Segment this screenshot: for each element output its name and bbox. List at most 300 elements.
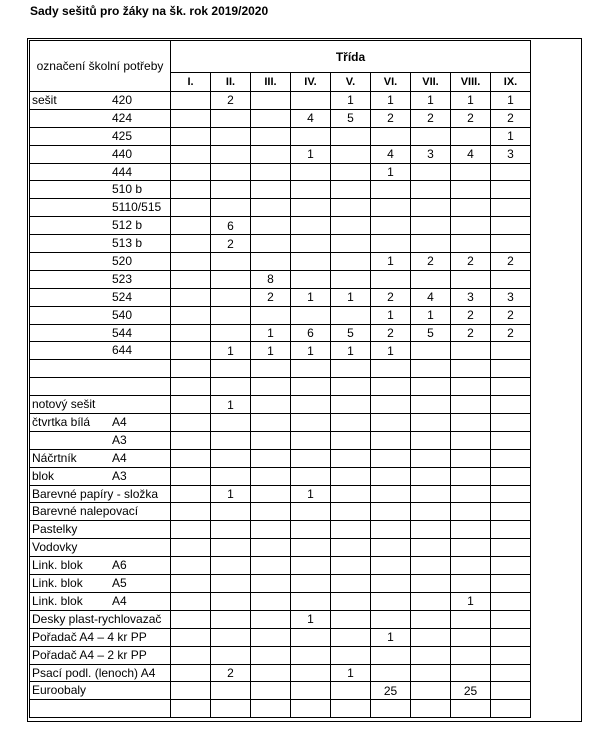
quantity-cell [451,485,491,503]
table-row [30,628,531,646]
quantity-cell [251,360,291,378]
item-cell [30,592,171,610]
quantity-cell [251,199,291,217]
table-row [30,109,531,127]
quantity-cell [291,521,331,539]
quantity-cell [251,449,291,467]
quantity-cell [211,539,251,557]
quantity-cell [211,700,251,718]
item-cell [30,199,171,217]
item-cell [30,145,171,163]
quantity-cell [211,682,251,700]
item-cell [30,682,171,700]
quantity-cell [371,521,411,539]
item-name: blok [32,468,55,483]
quantity-cell [171,485,211,503]
quantity-cell: 2 [491,109,531,127]
item-cell [30,109,171,127]
quantity-cell [211,253,251,271]
quantity-cell [331,449,371,467]
quantity-cell: 6 [291,324,331,342]
item-subtype: 520 [112,254,133,269]
quantity-cell [251,700,291,718]
quantity-cell [411,557,451,575]
quantity-cell [491,342,531,360]
table-row [30,646,531,664]
quantity-cell: 2 [251,288,291,306]
item-subtype: A4 [112,415,127,430]
quantity-cell [371,431,411,449]
quantity-cell [211,199,251,217]
item-cell [30,235,171,253]
quantity-cell [331,253,371,271]
quantity-cell: 2 [451,306,491,324]
quantity-cell [251,217,291,235]
item-cell [30,342,171,360]
quantity-cell [411,378,451,396]
quantity-cell [371,127,411,145]
quantity-cell [411,414,451,432]
quantity-cell: 2 [211,235,251,253]
quantity-cell [211,181,251,199]
quantity-cell: 1 [371,163,411,181]
quantity-cell [211,306,251,324]
quantity-cell [251,467,291,485]
quantity-cell [451,163,491,181]
quantity-cell: 1 [371,306,411,324]
item-name: Barevné nalepovací [32,504,139,519]
table-row [30,92,531,110]
item-cell [30,288,171,306]
quantity-cell [211,521,251,539]
quantity-cell [291,557,331,575]
quantity-cell: 1 [291,485,331,503]
quantity-cell: 1 [491,127,531,145]
quantity-cell: 4 [371,145,411,163]
quantity-cell [411,592,451,610]
quantity-cell: 2 [491,253,531,271]
quantity-cell: 2 [371,324,411,342]
quantity-cell: 2 [211,664,251,682]
quantity-cell [251,539,291,557]
quantity-cell [331,467,371,485]
quantity-cell [171,181,211,199]
quantity-cell [251,682,291,700]
quantity-cell [171,109,211,127]
quantity-cell [491,217,531,235]
quantity-cell [251,592,291,610]
quantity-cell [331,163,371,181]
item-cell [30,646,171,664]
quantity-cell [491,503,531,521]
quantity-cell [491,360,531,378]
item-subtype: 440 [112,146,133,161]
quantity-cell [171,700,211,718]
quantity-cell [491,163,531,181]
quantity-cell [291,539,331,557]
item-subtype: 524 [112,289,133,304]
quantity-cell [171,682,211,700]
quantity-cell [171,163,211,181]
quantity-cell [251,109,291,127]
item-cell [30,378,171,396]
table-row [30,342,531,360]
quantity-cell: 4 [451,145,491,163]
quantity-cell [491,414,531,432]
quantity-cell [331,557,371,575]
quantity-cell [211,592,251,610]
quantity-cell: 1 [371,92,411,110]
quantity-cell [171,431,211,449]
quantity-cell: 1 [291,342,331,360]
quantity-cell [491,664,531,682]
quantity-cell: 1 [451,592,491,610]
quantity-cell [211,378,251,396]
quantity-cell [331,575,371,593]
quantity-cell [291,163,331,181]
quantity-cell [331,503,371,521]
quantity-cell [251,181,291,199]
quantity-cell [331,360,371,378]
item-name: Euroobaly [32,683,87,698]
quantity-cell [211,288,251,306]
grade-header: IV. [291,73,331,92]
quantity-cell [491,396,531,414]
quantity-cell [371,592,411,610]
quantity-cell [331,396,371,414]
quantity-cell [211,163,251,181]
quantity-cell: 1 [331,664,371,682]
quantity-cell [451,235,491,253]
quantity-cell [251,610,291,628]
quantity-cell [171,253,211,271]
table-row [30,521,531,539]
quantity-cell [371,449,411,467]
quantity-cell [211,109,251,127]
quantity-cell: 25 [451,682,491,700]
quantity-cell: 6 [211,217,251,235]
item-cell [30,664,171,682]
quantity-cell [171,592,211,610]
quantity-cell [371,270,411,288]
quantity-cell [491,646,531,664]
quantity-cell [211,270,251,288]
quantity-cell [411,181,451,199]
item-cell [30,306,171,324]
quantity-cell [251,306,291,324]
item-column-header: označení školní potřeby [30,41,171,92]
quantity-cell [371,467,411,485]
quantity-cell [291,270,331,288]
item-cell [30,503,171,521]
quantity-cell: 2 [451,324,491,342]
quantity-cell [291,378,331,396]
item-name: Link. blok [32,576,83,591]
quantity-cell [171,610,211,628]
item-cell [30,628,171,646]
quantity-cell [451,342,491,360]
quantity-cell [371,360,411,378]
quantity-cell [291,199,331,217]
quantity-cell [371,217,411,235]
table-row [30,217,531,235]
quantity-cell [331,592,371,610]
quantity-cell [171,288,211,306]
table-row [30,592,531,610]
quantity-cell [491,467,531,485]
quantity-cell [291,92,331,110]
quantity-cell: 5 [411,324,451,342]
supplies-table [29,40,531,718]
item-cell [30,324,171,342]
item-cell [30,181,171,199]
quantity-cell [251,646,291,664]
quantity-cell: 1 [451,92,491,110]
grade-header: II. [211,73,251,92]
table-row [30,557,531,575]
table-row [30,378,531,396]
item-cell [30,557,171,575]
item-cell [30,449,171,467]
quantity-cell [451,700,491,718]
item-name: Link. blok [32,593,83,608]
quantity-cell [291,235,331,253]
table-row [30,503,531,521]
quantity-cell [331,378,371,396]
item-subtype: 424 [112,110,133,125]
quantity-cell [331,682,371,700]
quantity-cell: 2 [371,288,411,306]
item-name: čtvrtka bílá [32,415,91,430]
quantity-cell [491,557,531,575]
quantity-cell [451,664,491,682]
quantity-cell: 1 [491,92,531,110]
quantity-cell: 1 [411,92,451,110]
quantity-cell [171,396,211,414]
quantity-cell [451,539,491,557]
quantity-cell [411,539,451,557]
quantity-cell [411,700,451,718]
quantity-cell [491,700,531,718]
quantity-cell [491,628,531,646]
quantity-cell [291,253,331,271]
quantity-cell: 1 [371,628,411,646]
quantity-cell [251,163,291,181]
quantity-cell [411,628,451,646]
grade-header: VII. [411,73,451,92]
quantity-cell [171,306,211,324]
quantity-cell [251,414,291,432]
item-cell [30,539,171,557]
quantity-cell: 1 [371,253,411,271]
quantity-cell [491,575,531,593]
quantity-cell [211,414,251,432]
item-cell [30,360,171,378]
quantity-cell [291,396,331,414]
quantity-cell [491,610,531,628]
quantity-cell [371,414,411,432]
quantity-cell [291,360,331,378]
quantity-cell [211,575,251,593]
quantity-cell [171,414,211,432]
quantity-cell [251,92,291,110]
quantity-cell [411,664,451,682]
quantity-cell [331,306,371,324]
quantity-cell: 3 [411,145,451,163]
quantity-cell [211,557,251,575]
table-row [30,396,531,414]
quantity-cell [491,378,531,396]
item-subtype: A4 [112,593,127,608]
table-row [30,306,531,324]
quantity-cell [171,217,211,235]
quantity-cell: 1 [331,342,371,360]
quantity-cell [211,145,251,163]
quantity-cell [491,199,531,217]
quantity-cell [331,217,371,235]
quantity-cell [491,539,531,557]
quantity-cell [291,181,331,199]
quantity-cell [171,575,211,593]
item-cell [30,92,171,110]
quantity-cell [171,145,211,163]
quantity-cell [251,664,291,682]
quantity-cell [411,270,451,288]
quantity-cell [251,235,291,253]
quantity-cell [171,378,211,396]
quantity-cell [251,127,291,145]
quantity-cell [251,575,291,593]
table-row [30,575,531,593]
item-cell [30,521,171,539]
quantity-cell [411,342,451,360]
table-row [30,145,531,163]
quantity-cell [291,217,331,235]
table-row [30,449,531,467]
quantity-cell [251,485,291,503]
quantity-cell: 4 [291,109,331,127]
item-name: Psací podl. (lenoch) A4 [32,665,156,680]
quantity-cell [451,396,491,414]
item-subtype: 523 [112,271,133,286]
quantity-cell [411,431,451,449]
item-cell [30,610,171,628]
quantity-cell [411,521,451,539]
quantity-cell [451,610,491,628]
quantity-cell [371,664,411,682]
document-title: Sady sešitů pro žáky na šk. rok 2019/2020 [30,4,269,18]
quantity-cell [211,503,251,521]
table-row [30,467,531,485]
quantity-cell [171,449,211,467]
item-name: Pořadač A4 – 2 kr PP [32,647,147,662]
grade-header: IX. [491,73,531,92]
quantity-cell [331,127,371,145]
quantity-cell [371,610,411,628]
grade-header: I. [171,73,211,92]
quantity-cell [291,414,331,432]
table-row [30,664,531,682]
item-cell [30,485,171,503]
quantity-cell [331,431,371,449]
quantity-cell: 1 [411,306,451,324]
item-cell [30,270,171,288]
quantity-cell [411,467,451,485]
quantity-cell [331,610,371,628]
quantity-cell [451,575,491,593]
quantity-cell [291,664,331,682]
item-cell [30,575,171,593]
grade-header: VI. [371,73,411,92]
quantity-cell [291,467,331,485]
quantity-cell [331,700,371,718]
quantity-cell [451,217,491,235]
item-cell [30,163,171,181]
quantity-cell [371,235,411,253]
quantity-cell [251,521,291,539]
quantity-cell [451,270,491,288]
quantity-cell [411,682,451,700]
quantity-cell: 1 [331,288,371,306]
quantity-cell [211,431,251,449]
quantity-cell [451,449,491,467]
quantity-cell: 2 [411,253,451,271]
quantity-cell [331,539,371,557]
quantity-cell [451,431,491,449]
quantity-cell [251,145,291,163]
table-row [30,431,531,449]
quantity-cell [171,360,211,378]
quantity-cell [171,521,211,539]
quantity-cell [491,449,531,467]
quantity-cell [491,521,531,539]
quantity-cell [251,431,291,449]
quantity-cell [171,235,211,253]
quantity-cell: 1 [211,485,251,503]
quantity-cell [291,575,331,593]
quantity-cell [371,485,411,503]
quantity-cell [331,235,371,253]
quantity-cell [411,610,451,628]
quantity-cell [411,163,451,181]
item-subtype: 513 b [112,236,143,251]
quantity-cell [331,521,371,539]
quantity-cell [251,396,291,414]
item-subtype: 5110/515 [112,200,162,215]
quantity-cell [291,449,331,467]
item-subtype: 420 [112,93,133,107]
quantity-cell [411,217,451,235]
grade-header: V. [331,73,371,92]
item-subtype: 512 b [112,218,143,233]
quantity-cell [171,92,211,110]
quantity-cell: 5 [331,324,371,342]
quantity-cell: 2 [491,324,531,342]
quantity-cell [291,503,331,521]
quantity-cell: 1 [371,342,411,360]
table-row [30,610,531,628]
quantity-cell [411,503,451,521]
quantity-cell: 2 [451,109,491,127]
quantity-cell [451,199,491,217]
quantity-cell: 2 [371,109,411,127]
quantity-cell [451,414,491,432]
item-name: Pořadač A4 – 4 kr PP [32,629,147,644]
item-name: notový sešit [32,397,96,412]
quantity-cell: 2 [211,92,251,110]
table-row [30,700,531,718]
table-row [30,270,531,288]
